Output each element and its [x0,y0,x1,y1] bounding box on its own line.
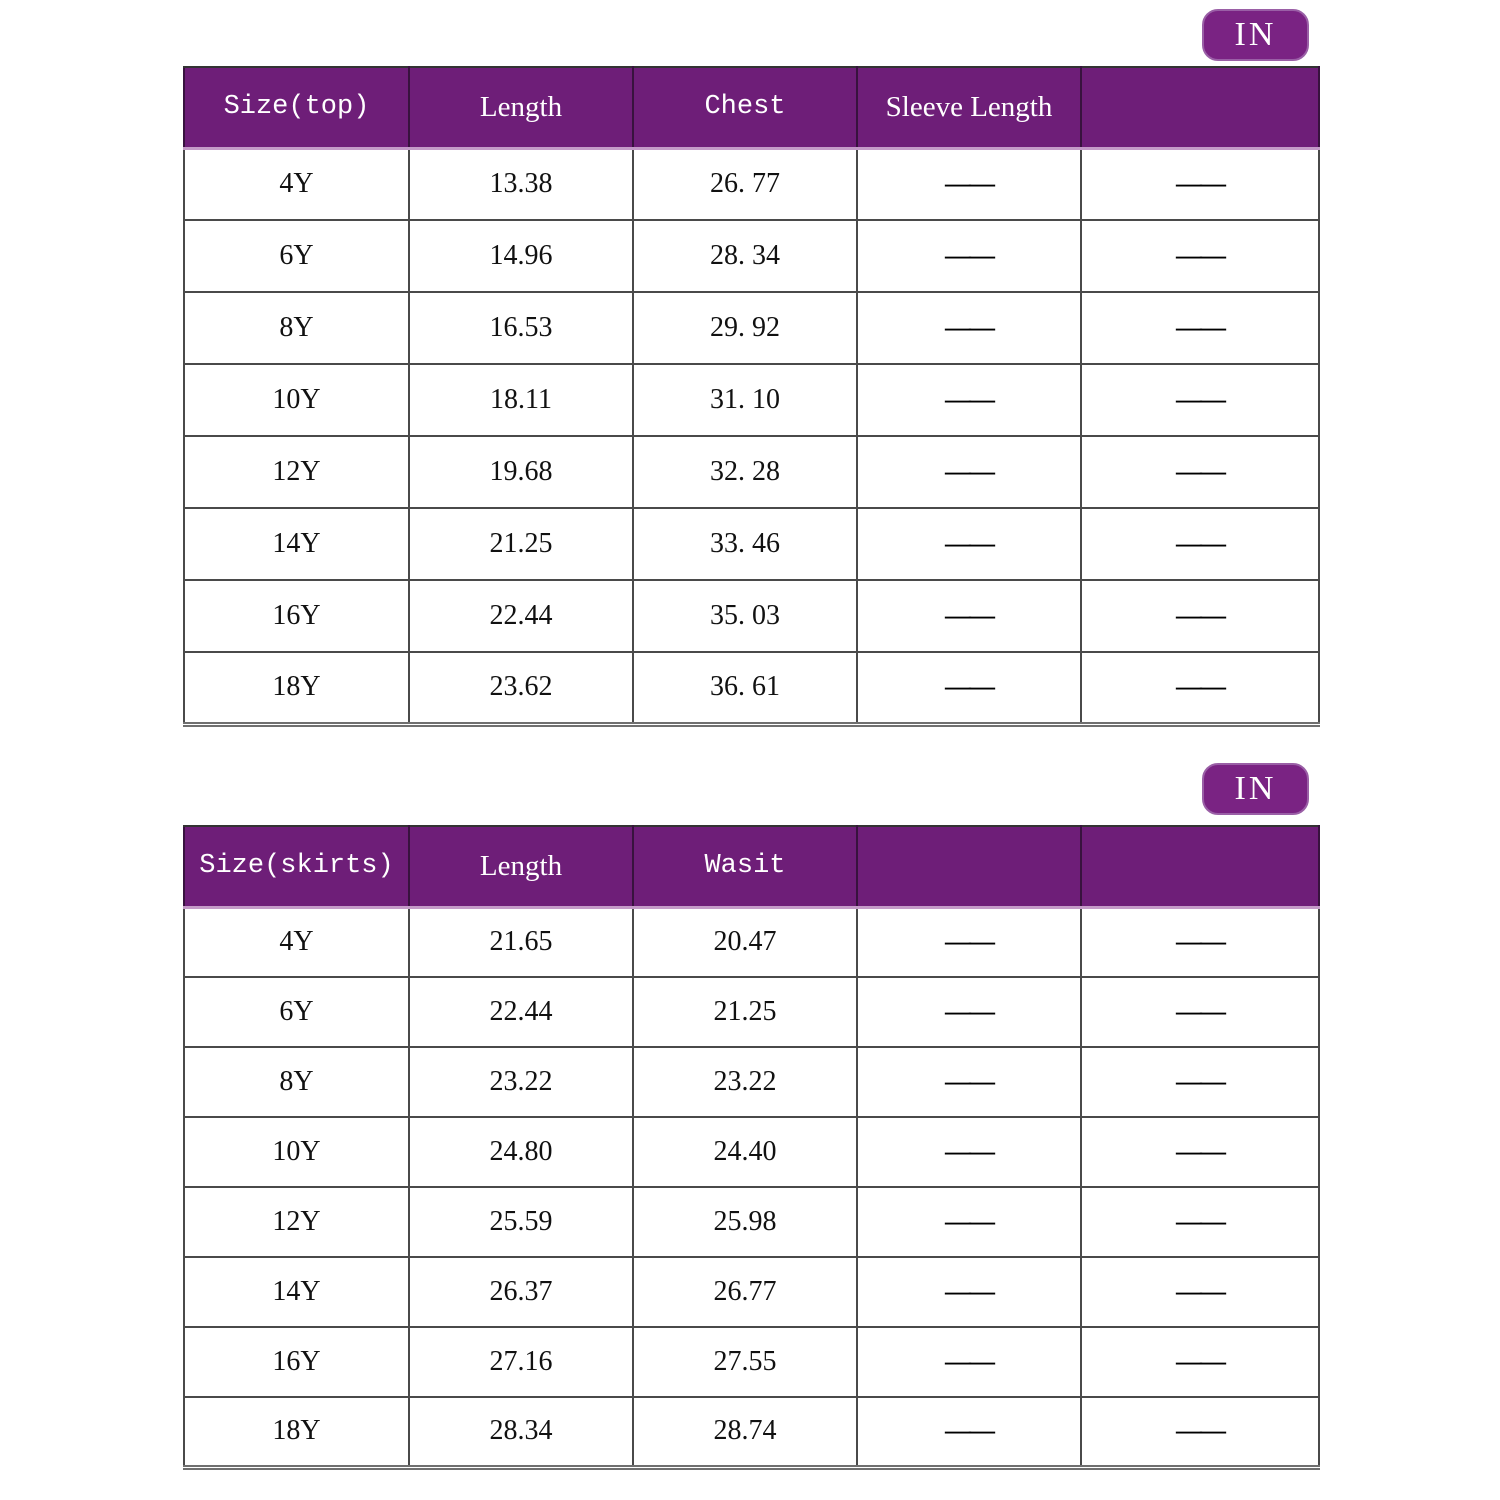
value-cell: 23.22 [633,1047,857,1117]
value-cell: —— [1081,580,1319,652]
value-cell: 23.22 [409,1047,633,1117]
table-row [184,220,1319,292]
header-cell: Length [409,826,633,907]
value-cell: 20.47 [633,907,857,977]
table-row [184,1257,1319,1327]
value-cell: 21.25 [633,977,857,1047]
size-cell: 18Y [184,652,409,724]
value-cell: —— [857,907,1081,977]
table-row [184,1327,1319,1397]
value-cell: 26. 77 [633,148,857,220]
header-cell: Sleeve Length [857,67,1081,148]
size-cell: 6Y [184,220,409,292]
value-cell: —— [857,977,1081,1047]
size-cell: 4Y [184,907,409,977]
value-cell: 19.68 [409,436,633,508]
value-cell: 21.65 [409,907,633,977]
table-row [184,148,1319,220]
value-cell: 23.62 [409,652,633,724]
value-cell: 32. 28 [633,436,857,508]
value-cell: —— [857,1117,1081,1187]
value-cell: —— [1081,364,1319,436]
value-cell: 26.37 [409,1257,633,1327]
value-cell: —— [857,1327,1081,1397]
value-cell: 25.59 [409,1187,633,1257]
value-cell: 27.55 [633,1327,857,1397]
value-cell: 24.40 [633,1117,857,1187]
value-cell: 35. 03 [633,580,857,652]
value-cell: 28.34 [409,1397,633,1467]
table-row [184,1047,1319,1117]
value-cell: —— [857,148,1081,220]
value-cell: 22.44 [409,977,633,1047]
size-cell: 14Y [184,1257,409,1327]
value-cell: 13.38 [409,148,633,220]
value-cell: 27.16 [409,1327,633,1397]
skirts-table-body [184,907,1319,1467]
value-cell: 24.80 [409,1117,633,1187]
value-cell: —— [1081,1117,1319,1187]
size-cell: 12Y [184,1187,409,1257]
table-row [184,977,1319,1047]
size-cell: 4Y [184,148,409,220]
value-cell: —— [857,292,1081,364]
value-cell: —— [1081,1327,1319,1397]
value-cell: —— [1081,508,1319,580]
value-cell: —— [1081,1187,1319,1257]
value-cell: 29. 92 [633,292,857,364]
size-cell: 14Y [184,508,409,580]
size-cell: 10Y [184,364,409,436]
value-cell: 16.53 [409,292,633,364]
header-cell: Wasit [633,826,857,907]
table-row [184,652,1319,724]
header-row [184,67,1319,148]
value-cell: —— [857,1187,1081,1257]
value-cell: —— [1081,292,1319,364]
unit-badge-in: IN [1202,763,1309,815]
table-row [184,1397,1319,1467]
value-cell: —— [1081,652,1319,724]
header-cell: Length [409,67,633,148]
table-row [184,1117,1319,1187]
value-cell: 14.96 [409,220,633,292]
value-cell: —— [857,1397,1081,1467]
skirts-table-header [184,826,1319,907]
value-cell: 26.77 [633,1257,857,1327]
value-cell: —— [1081,1047,1319,1117]
value-cell: 28. 34 [633,220,857,292]
value-cell: —— [1081,436,1319,508]
value-cell: —— [1081,977,1319,1047]
value-cell: —— [1081,148,1319,220]
unit-badge-in: IN [1202,9,1309,61]
header-cell [1081,67,1319,148]
header-cell [857,826,1081,907]
size-cell: 6Y [184,977,409,1047]
size-cell: 16Y [184,580,409,652]
header-cell [1081,826,1319,907]
value-cell: —— [857,364,1081,436]
value-cell: —— [857,580,1081,652]
header-row [184,826,1319,907]
value-cell: 18.11 [409,364,633,436]
value-cell: 33. 46 [633,508,857,580]
value-cell: 28.74 [633,1397,857,1467]
table-row [184,436,1319,508]
size-cell: 8Y [184,292,409,364]
size-cell: 12Y [184,436,409,508]
value-cell: —— [857,652,1081,724]
value-cell: —— [857,1047,1081,1117]
size-chart-tops-table [183,66,1320,727]
value-cell: 21.25 [409,508,633,580]
header-cell: Chest [633,67,857,148]
value-cell: —— [857,220,1081,292]
table-row [184,364,1319,436]
value-cell: —— [1081,220,1319,292]
size-cell: 16Y [184,1327,409,1397]
table-row [184,508,1319,580]
table-row [184,907,1319,977]
value-cell: 31. 10 [633,364,857,436]
value-cell: —— [1081,907,1319,977]
size-cell: 18Y [184,1397,409,1467]
value-cell: 25.98 [633,1187,857,1257]
value-cell: —— [857,508,1081,580]
header-cell: Size(skirts) [184,826,409,907]
size-cell: 10Y [184,1117,409,1187]
value-cell: —— [857,436,1081,508]
table-row [184,292,1319,364]
value-cell: —— [857,1257,1081,1327]
header-cell: Size(top) [184,67,409,148]
table-row [184,1187,1319,1257]
value-cell: —— [1081,1397,1319,1467]
tops-table-body [184,148,1319,724]
table-row [184,580,1319,652]
value-cell: 36. 61 [633,652,857,724]
size-cell: 8Y [184,1047,409,1117]
tops-table-header [184,67,1319,148]
size-chart-skirts-table [183,825,1320,1470]
value-cell: 22.44 [409,580,633,652]
value-cell: —— [1081,1257,1319,1327]
